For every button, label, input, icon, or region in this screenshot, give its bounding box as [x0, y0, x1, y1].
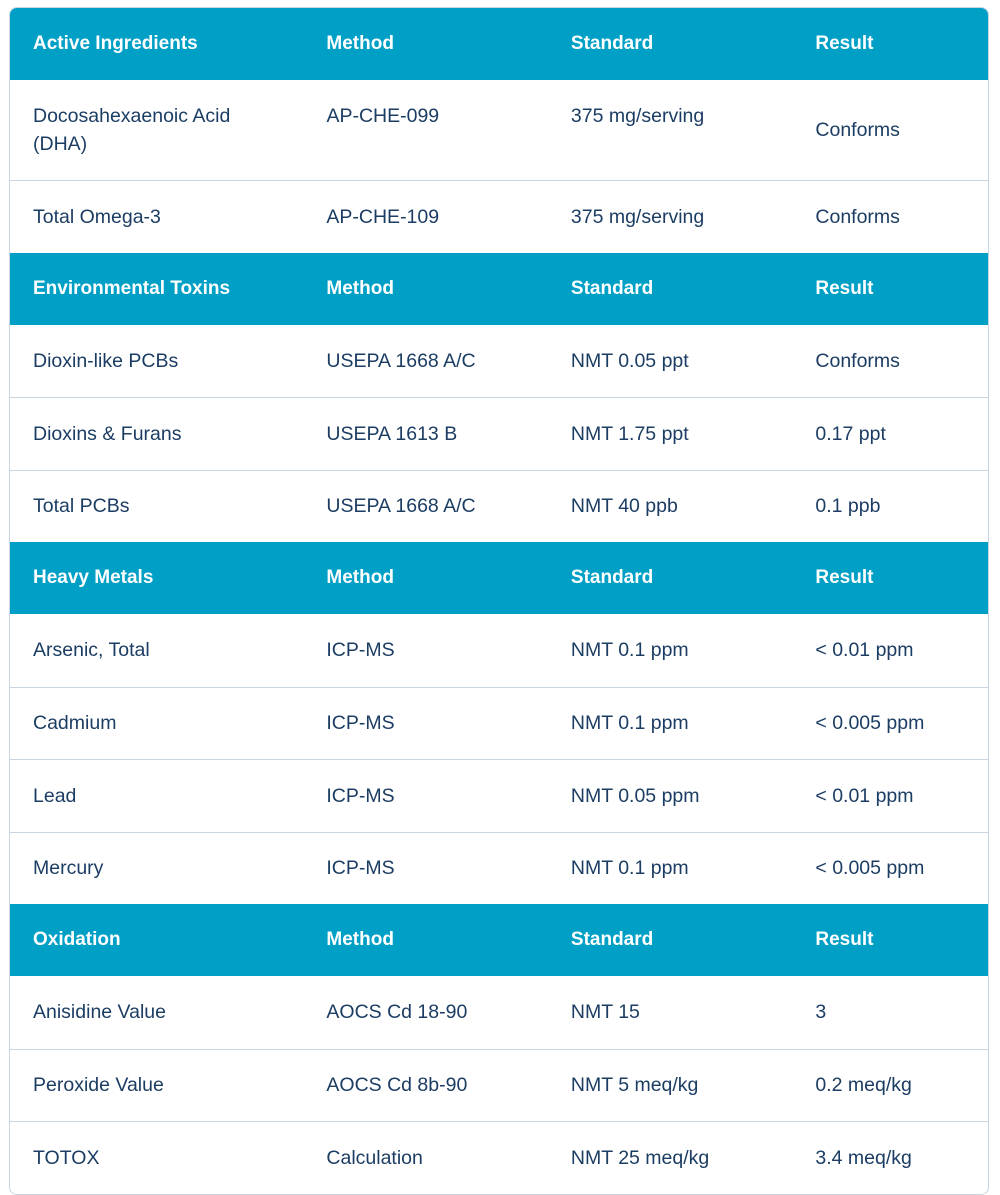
cell-method: AP-CHE-109	[326, 205, 440, 228]
cell-method: AOCS Cd 18-90	[326, 1001, 468, 1024]
cell-method: ICP-MS	[326, 712, 395, 735]
table-row	[10, 180, 988, 253]
section-header-environmental-toxins	[10, 253, 988, 325]
cell-analyte: Peroxide Value	[33, 1074, 164, 1097]
header-cell-category: Environmental Toxins	[33, 277, 231, 299]
cell-standard: NMT 0.1 ppm	[570, 712, 689, 735]
cell-analyte: Lead	[33, 784, 77, 807]
cell-analyte: Arsenic, Total	[33, 639, 150, 662]
header-cell-method: Method	[326, 567, 394, 588]
header-cell-result: Result	[815, 277, 874, 299]
header-cell-result: Result	[815, 33, 874, 54]
table-row	[10, 470, 988, 543]
cell-standard: NMT 0.1 ppm	[570, 857, 689, 880]
table-row	[10, 80, 988, 180]
cell-standard: NMT 15	[570, 1001, 640, 1024]
cell-standard: NMT 1.75 ppt	[570, 422, 689, 445]
cell-standard: NMT 5 meq/kg	[570, 1074, 699, 1097]
table-row	[10, 614, 988, 687]
cell-analyte: Cadmium	[33, 712, 117, 735]
cell-method: Calculation	[326, 1146, 423, 1169]
header-cell-category: Oxidation	[33, 929, 121, 950]
cell-analyte: TOTOX	[33, 1146, 100, 1169]
header-cell-method: Method	[326, 929, 394, 950]
table-row	[10, 832, 988, 905]
table-row	[10, 687, 988, 760]
cell-standard: NMT 0.05 ppm	[570, 784, 700, 807]
cell-analyte: Mercury	[33, 857, 104, 880]
cell-standard: 375 mg/serving	[570, 105, 705, 127]
cell-method: USEPA 1613 B	[326, 422, 458, 445]
cell-analyte: Total Omega-3	[33, 205, 161, 228]
header-cell-standard: Standard	[570, 567, 654, 588]
cell-analyte: Dioxin-like PCBs	[33, 349, 179, 372]
section-header-heavy-metals	[10, 542, 988, 614]
cell-method: ICP-MS	[326, 784, 395, 807]
cell-standard: NMT 0.05 ppt	[570, 349, 689, 372]
cell-method: AP-CHE-099	[326, 105, 440, 127]
cell-result: 0.17 ppt	[815, 422, 886, 445]
header-cell-result: Result	[815, 567, 874, 588]
cell-method: ICP-MS	[326, 639, 395, 662]
cell-result: < 0.01 ppm	[815, 639, 914, 662]
cell-analyte: Total PCBs	[33, 495, 130, 518]
cell-result: Conforms	[815, 349, 900, 372]
cell-standard: 375 mg/serving	[570, 205, 705, 228]
header-cell-category: Active Ingredients	[33, 33, 198, 54]
header-cell-category: Heavy Metals	[33, 567, 154, 588]
header-cell-result: Result	[815, 929, 874, 950]
table-row	[10, 1049, 988, 1122]
cell-method: USEPA 1668 A/C	[326, 349, 476, 372]
cell-result: 0.2 meq/kg	[815, 1074, 912, 1097]
cell-standard: NMT 0.1 ppm	[570, 639, 689, 662]
cell-result: Conforms	[815, 205, 900, 228]
header-cell-method: Method	[326, 277, 394, 299]
header-cell-method: Method	[326, 33, 394, 54]
cell-result: < 0.005 ppm	[815, 712, 925, 735]
header-cell-standard: Standard	[570, 929, 654, 950]
cell-method: ICP-MS	[326, 857, 395, 880]
table-row	[10, 759, 988, 832]
cell-result: < 0.005 ppm	[815, 857, 925, 880]
cell-standard: NMT 40 ppb	[570, 495, 678, 518]
table-row	[10, 976, 988, 1049]
section-header-active-ingredients	[10, 8, 988, 80]
table-row	[10, 397, 988, 470]
table-row	[10, 325, 988, 398]
cell-result: 3	[815, 1001, 827, 1024]
cell-standard: NMT 25 meq/kg	[570, 1146, 710, 1169]
cell-analyte: Anisidine Value	[33, 1001, 166, 1024]
cell-method: AOCS Cd 8b-90	[326, 1074, 468, 1097]
cell-analyte: Dioxins & Furans	[33, 422, 182, 445]
test-results-table	[9, 7, 989, 1195]
section-header-oxidation	[10, 904, 988, 976]
cell-method: USEPA 1668 A/C	[326, 495, 476, 518]
cell-result: 0.1 ppb	[815, 495, 881, 518]
cell-analyte: Docosahexaenoic Acid (DHA)	[33, 105, 231, 155]
cell-result: Conforms	[815, 119, 900, 141]
header-cell-standard: Standard	[570, 33, 654, 54]
table-row	[10, 1121, 988, 1194]
header-cell-standard: Standard	[570, 277, 654, 299]
cell-result: < 0.01 ppm	[815, 784, 914, 807]
cell-result: 3.4 meq/kg	[815, 1146, 912, 1169]
